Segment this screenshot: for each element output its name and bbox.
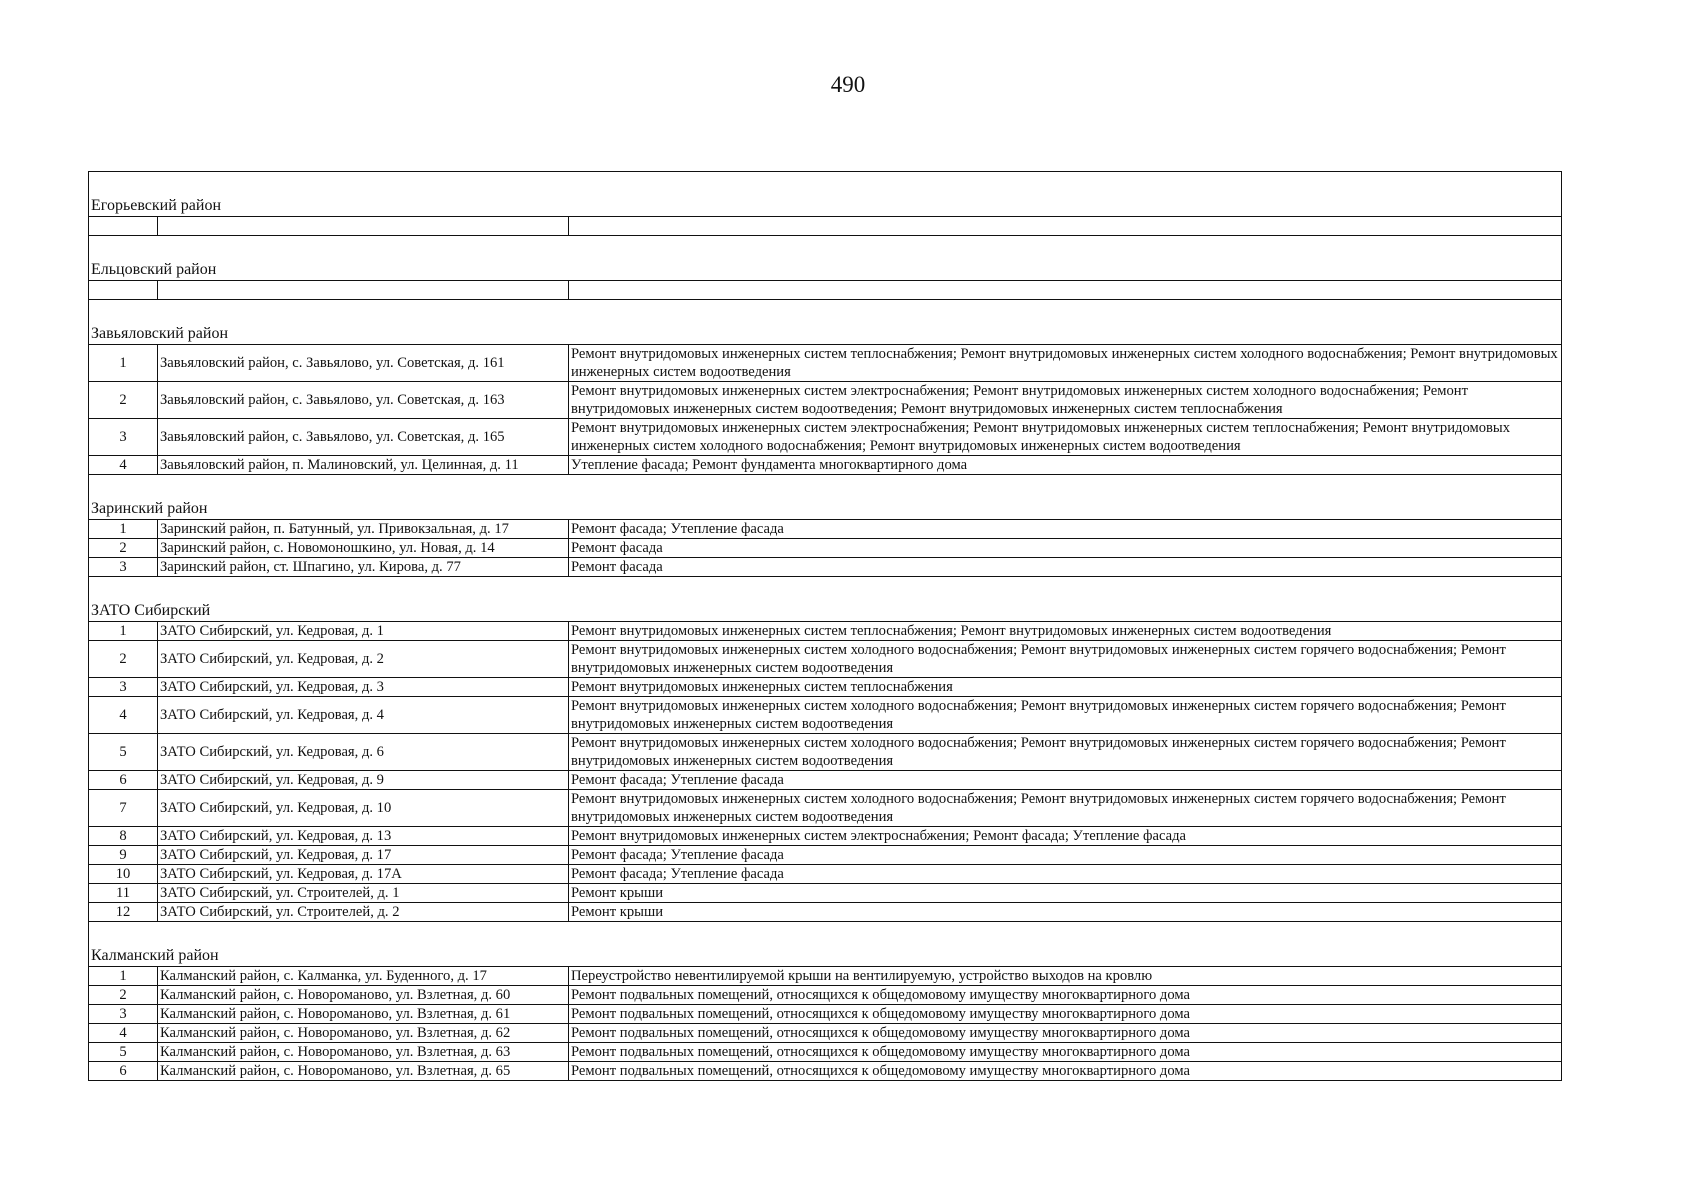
district-title: Калманский район: [91, 947, 219, 964]
row-number: 5: [89, 734, 158, 770]
row-work-types: [569, 281, 1561, 299]
district-header: [88, 299, 1562, 344]
row-address: ЗАТО Сибирский, ул. Кедровая, д. 17: [158, 846, 569, 864]
table-row: [88, 455, 1562, 474]
row-number: 2: [89, 986, 158, 1004]
row-work-types: Ремонт фасада: [571, 540, 663, 556]
table-row: [88, 733, 1562, 770]
table-row: [88, 696, 1562, 733]
table-row: [88, 538, 1562, 557]
row-work-types: Ремонт крыши: [571, 885, 664, 901]
row-number: 4: [89, 1024, 158, 1042]
row-address: Калманский район, с. Новороманово, ул. Взлетная, д. 62: [158, 1024, 569, 1042]
row-work-types: Ремонт фасада; Утепление фасада: [571, 847, 784, 863]
table-row: [88, 621, 1562, 640]
row-address: Заринский район, п. Батунный, ул. Привокзальная, д. 17: [158, 520, 569, 538]
row-work-types: Ремонт фасада; Утепление фасада: [571, 866, 784, 882]
row-address: ЗАТО Сибирский, ул. Кедровая, д. 10: [158, 790, 569, 826]
table-bottom-border: [88, 1080, 1562, 1081]
district-title: Заринский район: [91, 500, 208, 517]
row-address: Калманский район, с. Новороманово, ул. Взлетная, д. 63: [158, 1043, 569, 1061]
table-row: [88, 1042, 1562, 1061]
row-number: 12: [89, 903, 158, 921]
row-address: ЗАТО Сибирский, ул. Строителей, д. 1: [158, 884, 569, 902]
row-work-types: Ремонт внутридомовых инженерных систем электроснабжения; Ремонт внутридомовых инженерных систем холодного водоснабжения; Ремонт внутридомовых инженерных систем водоотведения; Ремонт внутридомовых инженерных систем теплоснабжения: [571, 383, 1468, 417]
row-work-types: Ремонт внутридомовых инженерных систем электроснабжения; Ремонт внутридомовых инженерных систем теплоснабжения; Ремонт внутридомовых инженерных систем холодного водоснабжения; Ремонт внутридомовых инженерных систем водоотведения: [571, 420, 1511, 454]
table-row: [88, 557, 1562, 576]
table-row: [88, 1004, 1562, 1023]
row-work-types: Ремонт внутридомовых инженерных систем теплоснабжения; Ремонт внутридомовых инженерных систем холодного водоснабжения; Ремонт внутридомовых инженерных систем водоотведения: [571, 346, 1558, 380]
table-row: [88, 677, 1562, 696]
row-address: [158, 217, 569, 235]
row-number: 11: [89, 884, 158, 902]
row-number: 3: [89, 419, 158, 455]
row-work-types: Ремонт подвальных помещений, относящихся к общедомовому имуществу многоквартирного дома: [571, 987, 1190, 1003]
district-title: Егорьевский район: [91, 197, 222, 214]
row-work-types: Ремонт подвальных помещений, относящихся к общедомовому имуществу многоквартирного дома: [571, 1063, 1190, 1079]
row-work-types: Ремонт фасада; Утепление фасада: [571, 521, 784, 537]
row-work-types: Ремонт внутридомовых инженерных систем холодного водоснабжения; Ремонт внутридомовых инженерных систем горячего водоснабжения; Ремонт внутридомовых инженерных систем водоотведения: [571, 698, 1506, 732]
row-number: [89, 281, 158, 299]
row-number: 10: [89, 865, 158, 883]
row-address: Заринский район, с. Новомоношкино, ул. Новая, д. 14: [158, 539, 569, 557]
district-header: [88, 235, 1562, 280]
row-number: 2: [89, 539, 158, 557]
row-number: 2: [89, 641, 158, 677]
row-number: 3: [89, 558, 158, 576]
district-header: [88, 576, 1562, 621]
table-row: [88, 864, 1562, 883]
row-work-types: Ремонт внутридомовых инженерных систем холодного водоснабжения; Ремонт внутридомовых инженерных систем горячего водоснабжения; Ремонт внутридомовых инженерных систем водоотведения: [571, 735, 1506, 769]
row-number: 3: [89, 1005, 158, 1023]
table-row: [88, 845, 1562, 864]
table-row: [88, 640, 1562, 677]
district-header: [88, 171, 1562, 216]
row-work-types: Ремонт фасада: [571, 559, 663, 575]
row-work-types: Ремонт внутридомовых инженерных систем холодного водоснабжения; Ремонт внутридомовых инженерных систем горячего водоснабжения; Ремонт внутридомовых инженерных систем водоотведения: [571, 642, 1506, 676]
row-work-types: Ремонт фасада; Утепление фасада: [571, 772, 784, 788]
table-row: [88, 789, 1562, 826]
row-address: Заринский район, ст. Шпагино, ул. Кирова, д. 77: [158, 558, 569, 576]
table-row: [88, 344, 1562, 381]
row-number: 6: [89, 1062, 158, 1080]
row-number: 5: [89, 1043, 158, 1061]
repair-schedule-table: [88, 171, 1562, 1081]
row-address: ЗАТО Сибирский, ул. Кедровая, д. 17А: [158, 865, 569, 883]
row-number: 2: [89, 382, 158, 418]
table-row: [88, 902, 1562, 921]
row-number: 3: [89, 678, 158, 696]
row-address: [158, 281, 569, 299]
row-work-types: Ремонт внутридомовых инженерных систем теплоснабжения; Ремонт внутридомовых инженерных систем водоотведения: [571, 623, 1332, 639]
row-address: Завьяловский район, с. Завьялово, ул. Советская, д. 163: [158, 382, 569, 418]
row-work-types: Утепление фасада; Ремонт фундамента многоквартирного дома: [571, 457, 968, 473]
row-work-types: Ремонт внутридомовых инженерных систем холодного водоснабжения; Ремонт внутридомовых инженерных систем горячего водоснабжения; Ремонт внутридомовых инженерных систем водоотведения: [571, 791, 1506, 825]
row-number: [89, 217, 158, 235]
row-work-types: Ремонт крыши: [571, 904, 664, 920]
district-header: [88, 921, 1562, 966]
district-title: Завьяловский район: [91, 325, 228, 342]
row-number: 6: [89, 771, 158, 789]
table-row: [88, 883, 1562, 902]
row-number: 7: [89, 790, 158, 826]
row-work-types: Ремонт подвальных помещений, относящихся к общедомовому имуществу многоквартирного дома: [571, 1044, 1190, 1060]
row-address: Завьяловский район, п. Малиновский, ул. Целинная, д. 11: [158, 456, 569, 474]
row-address: ЗАТО Сибирский, ул. Строителей, д. 2: [158, 903, 569, 921]
table-row: [88, 1061, 1562, 1080]
row-address: ЗАТО Сибирский, ул. Кедровая, д. 13: [158, 827, 569, 845]
district-title: ЗАТО Сибирский: [91, 602, 211, 619]
row-number: 1: [89, 967, 158, 985]
row-work-types: [569, 217, 1561, 235]
row-work-types: Ремонт внутридомовых инженерных систем теплоснабжения: [571, 679, 953, 695]
row-address: Калманский район, с. Новороманово, ул. Взлетная, д. 60: [158, 986, 569, 1004]
table-row: [88, 216, 1562, 235]
district-header: [88, 474, 1562, 519]
table-row: [88, 966, 1562, 985]
row-address: ЗАТО Сибирский, ул. Кедровая, д. 9: [158, 771, 569, 789]
row-work-types: Переустройство невентилируемой крыши на вентилируемую, устройство выходов на кровлю: [571, 968, 1153, 984]
row-number: 9: [89, 846, 158, 864]
row-number: 4: [89, 697, 158, 733]
table-row: [88, 418, 1562, 455]
table-row: [88, 826, 1562, 845]
row-address: ЗАТО Сибирский, ул. Кедровая, д. 4: [158, 697, 569, 733]
table-row: [88, 280, 1562, 299]
row-work-types: Ремонт подвальных помещений, относящихся к общедомовому имуществу многоквартирного дома: [571, 1025, 1190, 1041]
row-number: 1: [89, 520, 158, 538]
row-address: Калманский район, с. Новороманово, ул. Взлетная, д. 61: [158, 1005, 569, 1023]
row-work-types: Ремонт внутридомовых инженерных систем электроснабжения; Ремонт фасада; Утепление фасада: [571, 828, 1186, 844]
table-row: [88, 519, 1562, 538]
row-number: 1: [89, 345, 158, 381]
row-address: Калманский район, с. Калманка, ул. Буденного, д. 17: [158, 967, 569, 985]
row-number: 4: [89, 456, 158, 474]
table-row: [88, 381, 1562, 418]
table-row: [88, 770, 1562, 789]
table-row: [88, 985, 1562, 1004]
row-work-types: Ремонт подвальных помещений, относящихся к общедомовому имуществу многоквартирного дома: [571, 1006, 1190, 1022]
page-number: 490: [830, 72, 866, 97]
row-number: 8: [89, 827, 158, 845]
row-address: ЗАТО Сибирский, ул. Кедровая, д. 2: [158, 641, 569, 677]
district-title: Ельцовский район: [91, 261, 217, 278]
row-address: ЗАТО Сибирский, ул. Кедровая, д. 1: [158, 622, 569, 640]
row-address: Завьяловский район, с. Завьялово, ул. Советская, д. 161: [158, 345, 569, 381]
table-row: [88, 1023, 1562, 1042]
row-address: ЗАТО Сибирский, ул. Кедровая, д. 3: [158, 678, 569, 696]
row-address: ЗАТО Сибирский, ул. Кедровая, д. 6: [158, 734, 569, 770]
row-address: Калманский район, с. Новороманово, ул. Взлетная, д. 65: [158, 1062, 569, 1080]
row-number: 1: [89, 622, 158, 640]
row-address: Завьяловский район, с. Завьялово, ул. Советская, д. 165: [158, 419, 569, 455]
